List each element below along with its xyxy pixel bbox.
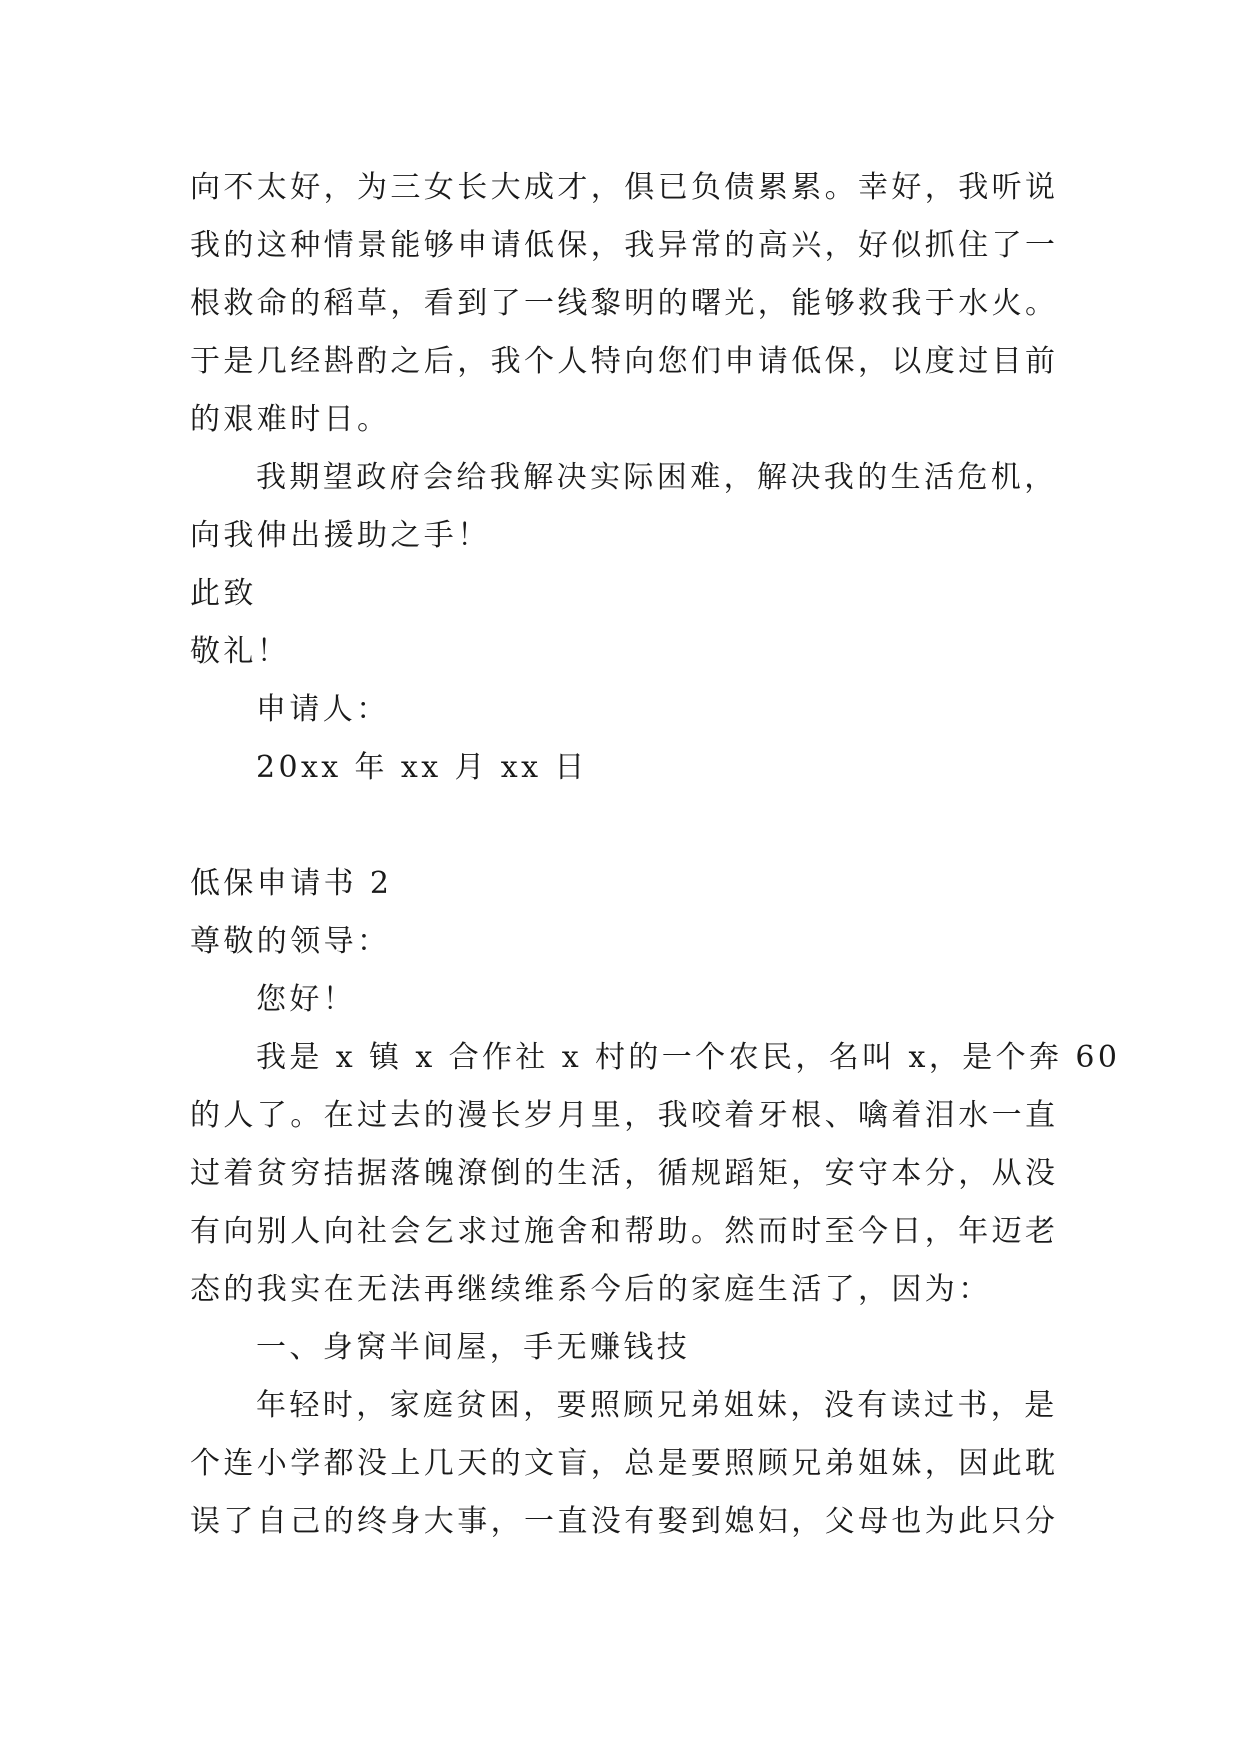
body-line: 向我伸出援助之手！: [190, 518, 491, 553]
greeting-recipient: 尊敬的领导：: [190, 924, 391, 959]
body-line: 根救命的稻草，看到了一线黎明的曙光，能够救我于水火。: [190, 286, 1059, 321]
body-line: 过着贫穷拮据落魄潦倒的生活，循规蹈矩，安守本分，从没: [190, 1156, 1059, 1191]
section-heading: 低保申请书 2: [190, 866, 393, 901]
subheading-line: 一、身窝半间屋，手无赚钱技: [256, 1330, 691, 1365]
paragraph-start-line: 我是 x 镇 x 合作社 x 村的一个农民，名叫 x，是个奔 60: [256, 1040, 1121, 1075]
body-line: 我的这种情景能够申请低保，我异常的高兴，好似抓住了一: [190, 228, 1059, 263]
body-line: 态的我实在无法再继续维系今后的家庭生活了，因为：: [190, 1272, 992, 1307]
body-line: 的艰难时日。: [190, 402, 391, 437]
applicant-label: 申请人：: [256, 692, 390, 727]
paragraph-start-line: 我期望政府会给我解决实际困难，解决我的生活危机，: [256, 460, 1058, 495]
closing-salutation: 此致: [190, 576, 257, 611]
body-line: 的人了。在过去的漫长岁月里，我咬着牙根、噙着泪水一直: [190, 1098, 1059, 1133]
body-line: 误了自己的终身大事，一直没有娶到媳妇，父母也为此只分: [190, 1504, 1059, 1539]
body-line: 有向别人向社会乞求过施舍和帮助。然而时至今日，年迈老: [190, 1214, 1059, 1249]
body-line: 个连小学都没上几天的文盲，总是要照顾兄弟姐妹，因此耽: [190, 1446, 1059, 1481]
body-line: 向不太好，为三女长大成才，俱已负债累累。幸好，我听说: [190, 170, 1059, 205]
greeting-hello: 您好！: [256, 982, 357, 1017]
body-line: 于是几经斟酌之后，我个人特向您们申请低保，以度过目前: [190, 344, 1059, 379]
paragraph-start-line: 年轻时，家庭贫困，要照顾兄弟姐妹，没有读过书，是: [256, 1388, 1058, 1423]
closing-regards: 敬礼！: [190, 634, 291, 669]
date-line: 20xx 年 xx 月 xx 日: [256, 750, 588, 785]
